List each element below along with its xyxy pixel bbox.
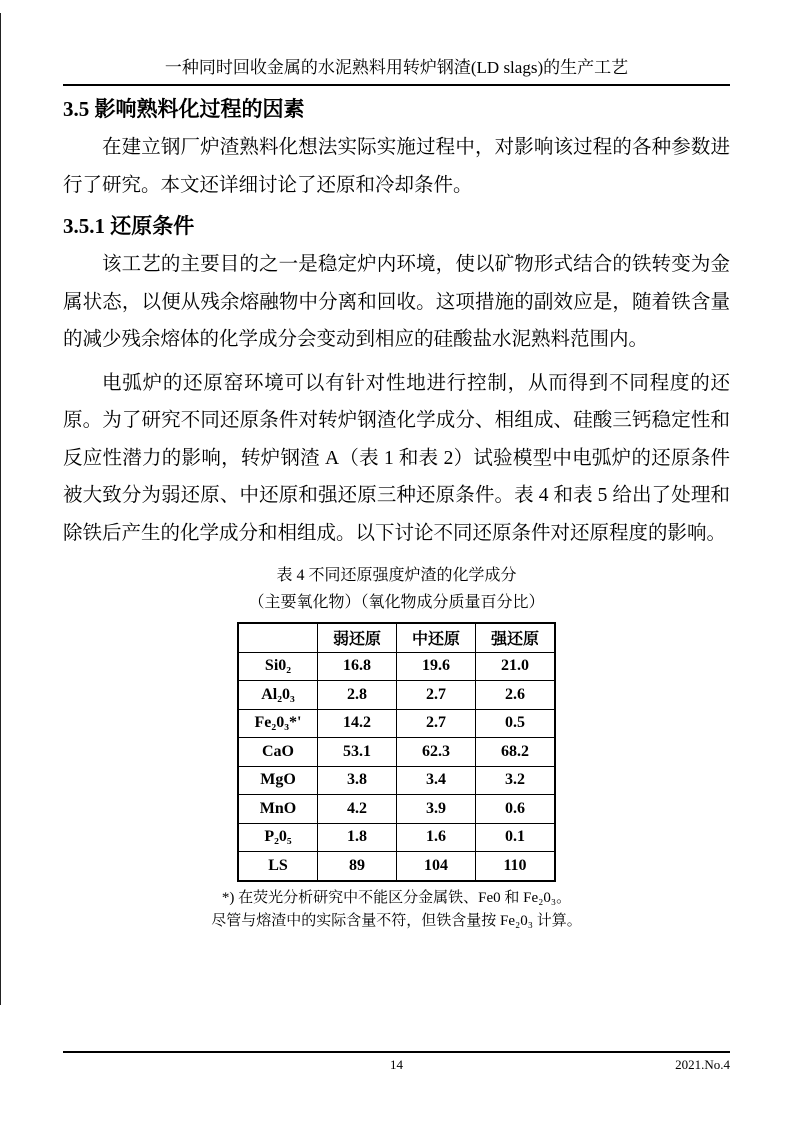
value-cell: 3.8	[318, 766, 397, 795]
value-cell: 3.2	[476, 766, 556, 795]
table-row	[238, 652, 555, 681]
header-cell	[238, 623, 318, 652]
value-cell: 2.6	[476, 681, 556, 710]
table-row	[238, 823, 555, 852]
issue-label: 2021.No.4	[675, 1057, 730, 1072]
table4-footnote-line2: 尽管与熔渣中的实际含量不符，但铁含量按 Fe₂0₃ 计算。	[211, 912, 582, 929]
value-cell: 1.8	[318, 823, 397, 852]
header-cell: 强还原	[476, 623, 556, 652]
paragraph-reduction-2: 电弧炉的还原窑环境可以有针对性地进行控制，从而得到不同程度的还原。为了研究不同还原条件对转炉钢渣化学成分、相组成、硅酸三钙稳定性和反应性潜力的影响，转炉钢渣 A（表 1 和表 2）试验模型中电弧炉的还原条件被大致分为弱还原、中还原和强还原三种还原条件。表 4 和表 5 给出了处理和除铁后产生的化学成分和相组成。以下讨论不同还原条件对还原程度的影响。	[63, 372, 730, 544]
value-cell: 89	[318, 852, 397, 881]
header-cell: 中还原	[397, 623, 476, 652]
header-cell: 弱还原	[318, 623, 397, 652]
value-cell: 14.2	[318, 709, 397, 738]
value-cell: 0.6	[476, 795, 556, 824]
value-cell: 0.1	[476, 823, 556, 852]
paragraph-intro: 在建立钢厂炉渣熟料化想法实际实施过程中，对影响该过程的各种参数进行了研究。本文还详细讨论了还原和冷却条件。	[63, 137, 730, 196]
value-cell: 21.0	[476, 652, 556, 681]
paragraph-reduction-1: 该工艺的主要目的之一是稳定炉内环境，使以矿物形式结合的铁转变为金属状态，以便从残余熔融物中分离和回收。这项措施的副效应是，随着铁含量的减少残余熔体的化学成分会变动到相应的硅酸盐水泥熟料范围内。	[63, 254, 730, 350]
subsection-heading-3-5-1: 3.5.1 还原条件	[63, 214, 195, 238]
oxide-label: Fe₂0₃*'	[238, 709, 318, 738]
oxide-label: MgO	[238, 766, 318, 795]
document-footer	[63, 1051, 730, 1072]
oxide-label: Al₂0₃	[238, 681, 318, 710]
table-row	[238, 738, 555, 767]
value-cell: 3.9	[397, 795, 476, 824]
table4-footnote-line1: *) 在荧光分析研究中不能区分金属铁、Fe0 和 Fe₂0₃。	[221, 889, 572, 906]
value-cell: 53.1	[318, 738, 397, 767]
chemical-composition-table	[237, 622, 556, 882]
value-cell: 19.6	[397, 652, 476, 681]
page-number: 14	[390, 1057, 403, 1072]
value-cell: 3.4	[397, 766, 476, 795]
table-row	[238, 709, 555, 738]
value-cell: 1.6	[397, 823, 476, 852]
table-row	[238, 766, 555, 795]
document-header	[63, 57, 730, 86]
value-cell: 2.7	[397, 681, 476, 710]
value-cell: 2.8	[318, 681, 397, 710]
value-cell: 68.2	[476, 738, 556, 767]
value-cell: 4.2	[318, 795, 397, 824]
value-cell: 104	[397, 852, 476, 881]
table4-caption-line2: （主要氧化物）（氧化物成分质量百分比）	[248, 594, 545, 611]
value-cell: 110	[476, 852, 556, 881]
scan-edge-artifact	[0, 13, 1, 1005]
value-cell: 2.7	[397, 709, 476, 738]
table4-footnote	[63, 887, 730, 933]
table-row	[238, 681, 555, 710]
oxide-label: LS	[238, 852, 318, 881]
journal-title: 一种同时回收金属的水泥熟料用转炉钢渣(LD slags)的生产工艺	[164, 58, 629, 77]
table4-caption-line1: 表 4 不同还原强度炉渣的化学成分	[276, 567, 517, 584]
oxide-label: Si0₂	[238, 652, 318, 681]
oxide-label: MnO	[238, 795, 318, 824]
table4-caption	[63, 562, 730, 616]
oxide-label: P₂0₅	[238, 823, 318, 852]
value-cell: 0.5	[476, 709, 556, 738]
table-row	[238, 795, 555, 824]
oxide-label: CaO	[238, 738, 318, 767]
table4-body	[238, 623, 555, 881]
table-row	[238, 852, 555, 881]
value-cell: 16.8	[318, 652, 397, 681]
table-header-row	[238, 623, 555, 652]
section-heading-3-5: 3.5 影响熟料化过程的因素	[63, 97, 305, 121]
value-cell: 62.3	[397, 738, 476, 767]
